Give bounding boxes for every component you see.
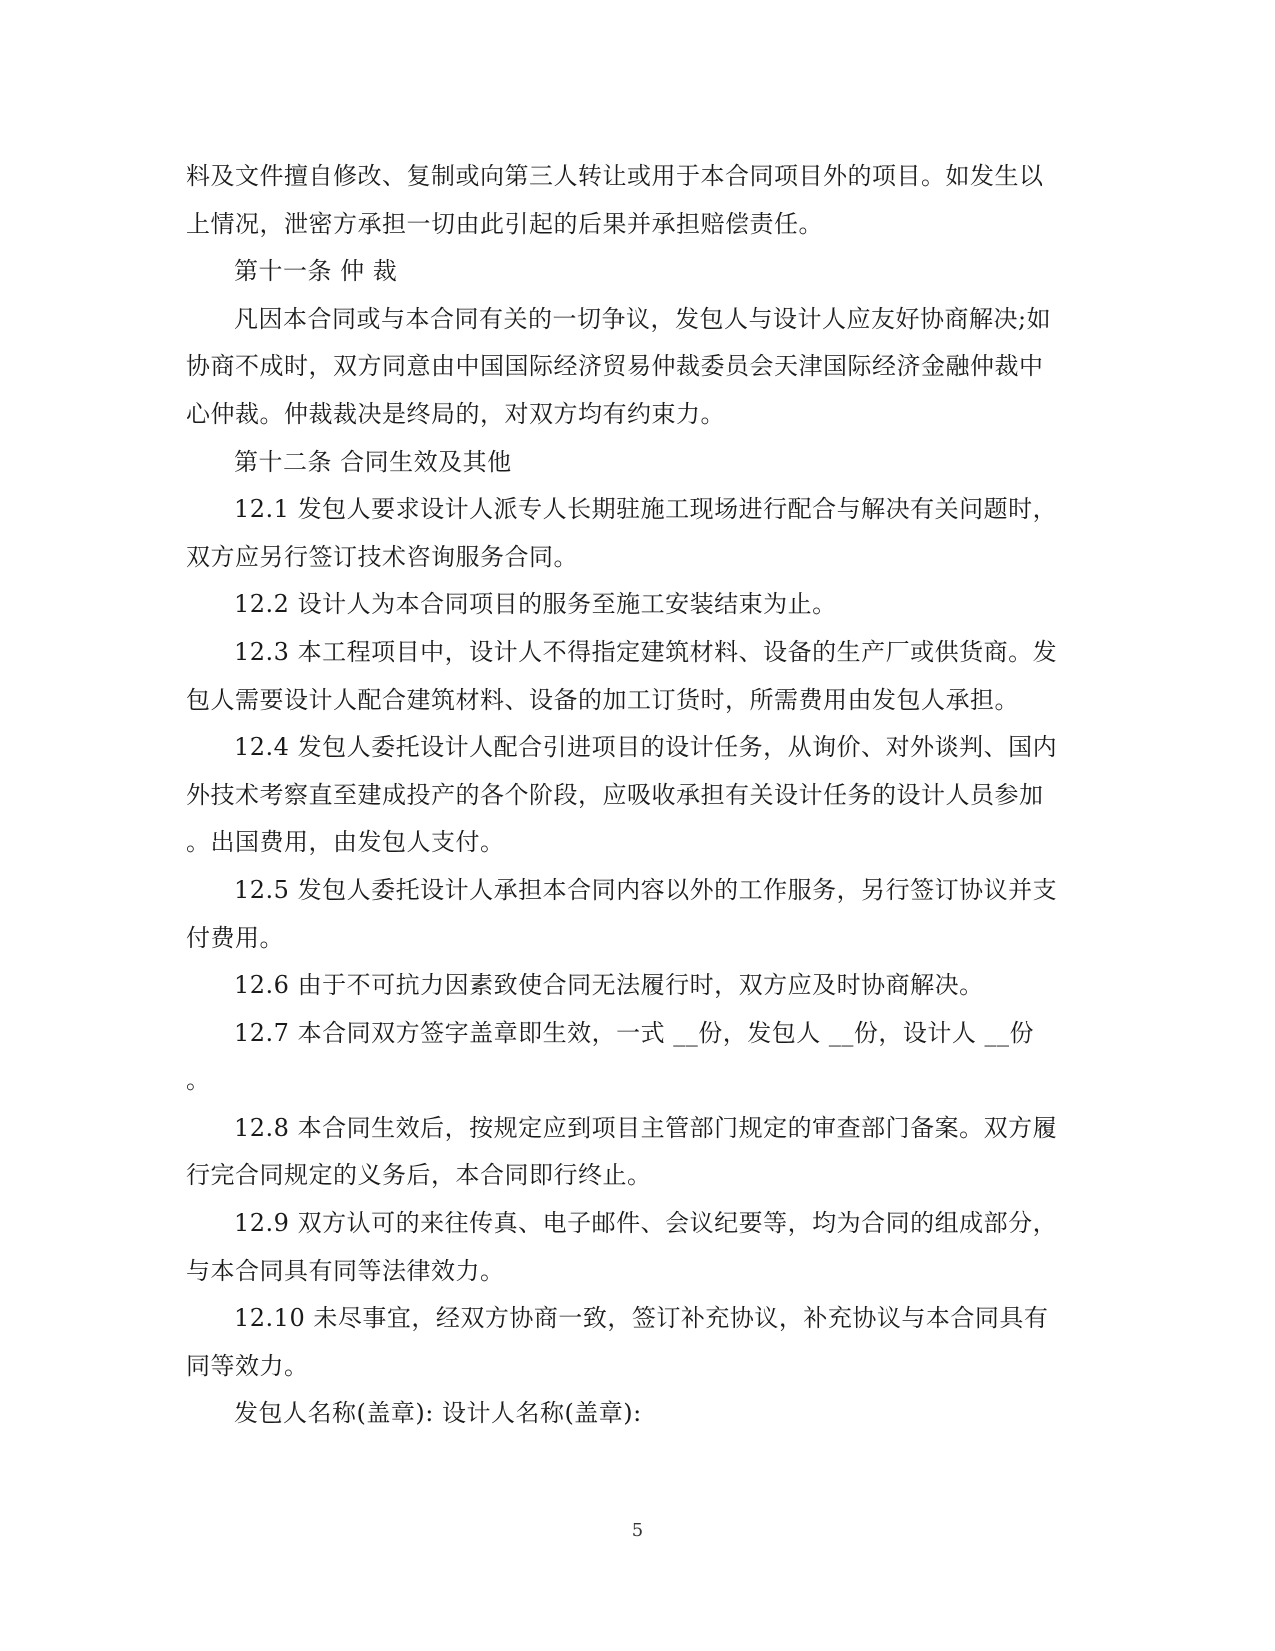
body-text-line: 。 — [186, 1066, 211, 1095]
body-text-line: 外技术考察直至建成投产的各个阶段，应吸收承担有关设计任务的设计人员参加 — [186, 780, 1044, 809]
signature-line: 发包人名称(盖章): 设计人名称(盖章): — [234, 1399, 642, 1428]
clause-12-5: 12.5 发包人委托设计人承担本合同内容以外的工作服务，另行签订协议并支 — [234, 875, 1058, 904]
clause-12-1: 12.1 发包人要求设计人派专人长期驻施工现场进行配合与解决有关问题时， — [234, 495, 1058, 524]
body-text-line: 心仲裁。仲裁裁决是终局的，对双方均有约束力。 — [186, 399, 725, 428]
clause-12-2: 12.2 设计人为本合同项目的服务至施工安装结束为止。 — [234, 590, 837, 619]
body-text-line: 协商不成时，双方同意由中国国际经济贸易仲裁委员会天津国际经济金融仲裁中 — [186, 352, 1044, 381]
clause-12-8: 12.8 本合同生效后，按规定应到项目主管部门规定的审查部门备案。双方履 — [234, 1113, 1058, 1142]
clause-12-6: 12.6 由于不可抗力因素致使合同无法履行时，双方应及时协商解决。 — [234, 971, 984, 1000]
body-text-line: 与本合同具有同等法律效力。 — [186, 1256, 505, 1285]
body-text-line: 料及文件擅自修改、复制或向第三人转让或用于本合同项目外的项目。如发生以 — [186, 162, 1044, 190]
body-text-line: 包人需要设计人配合建筑材料、设备的加工订货时，所需费用由发包人承担。 — [186, 685, 1019, 714]
section-heading-12: 第十二条 合同生效及其他 — [234, 447, 512, 476]
clause-12-7: 12.7 本合同双方签字盖章即生效，一式 __份，发包人 __份，设计人 __份 — [234, 1018, 1034, 1047]
clause-12-9: 12.9 双方认可的来往传真、电子邮件、会议纪要等，均为合同的组成部分， — [234, 1209, 1058, 1238]
clause-12-4: 12.4 发包人委托设计人配合引进项目的设计任务，从询价、对外谈判、国内 — [234, 733, 1058, 762]
page-number: 5 — [631, 1520, 644, 1541]
clause-12-3: 12.3 本工程项目中，设计人不得指定建筑材料、设备的生产厂或供货商。发 — [234, 637, 1058, 666]
body-text-line: 行完合同规定的义务后，本合同即行终止。 — [186, 1161, 652, 1190]
body-text-line: 同等效力。 — [186, 1351, 309, 1380]
body-text-line: 双方应另行签订技术咨询服务合同。 — [186, 542, 578, 571]
clause-12-10: 12.10 未尽事宜，经双方协商一致，签订补充协议，补充协议与本合同具有 — [234, 1304, 1049, 1333]
body-text-line: 。出国费用，由发包人支付。 — [186, 828, 505, 857]
document-body — [186, 153, 1086, 1438]
body-text-line: 上情况，泄密方承担一切由此引起的后果并承担赔偿责任。 — [186, 209, 823, 238]
section-heading-11: 第十一条 仲 裁 — [234, 257, 398, 286]
body-text-line: 凡因本合同或与本合同有关的一切争议，发包人与设计人应友好协商解决;如 — [234, 304, 1052, 333]
body-text-line: 付费用。 — [186, 923, 284, 952]
